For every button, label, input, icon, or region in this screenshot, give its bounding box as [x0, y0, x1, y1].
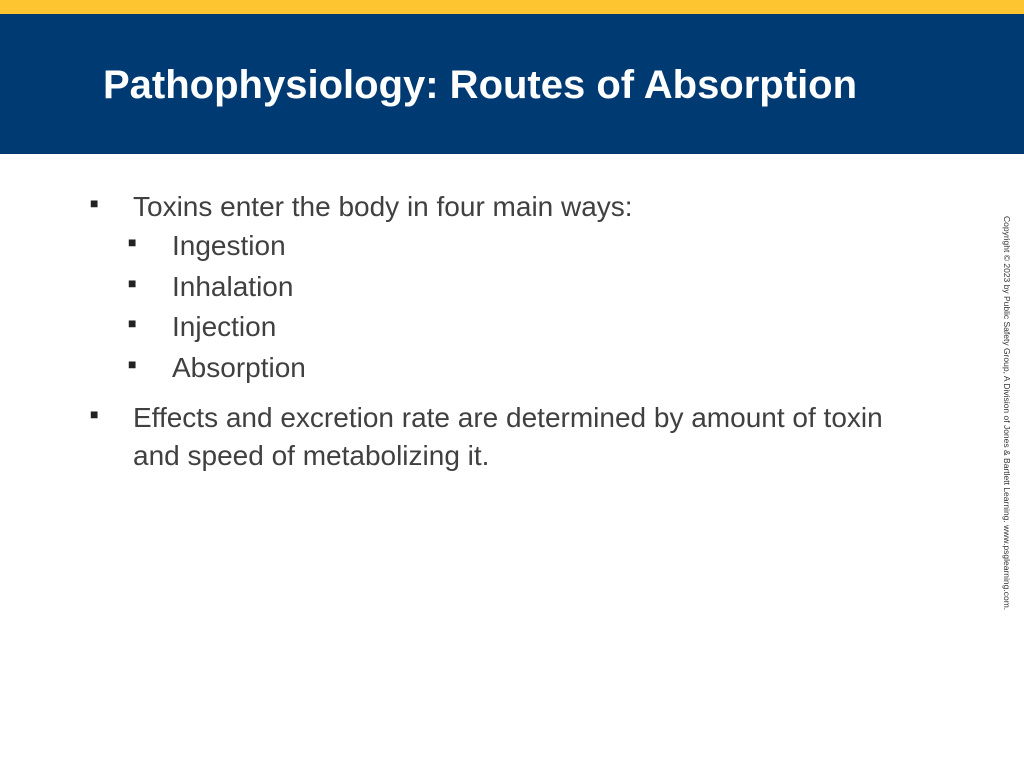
sub-bullet-injection [88, 307, 918, 348]
square-bullet-icon: ■ [128, 234, 137, 250]
accent-bar [0, 0, 1024, 14]
bullet-toxins-entry [88, 188, 918, 226]
copyright-notice: Copyright © 2023 by Public Safety Group, A Division of Jones & Bartlett Learning. www.psglearning.com. [1002, 216, 1012, 611]
square-bullet-icon: ■ [90, 195, 99, 211]
square-bullet-icon: ■ [90, 406, 99, 422]
sub-bullet-ingestion [88, 226, 918, 267]
sub-bullet-text: Injection [172, 311, 277, 342]
bullet-effects-excretion [88, 399, 918, 475]
square-bullet-icon: ■ [128, 274, 137, 291]
routes-sub-list [88, 226, 918, 388]
sub-bullet-text: Absorption [172, 351, 306, 383]
bullet-text: Toxins enter the body in four main ways: [133, 191, 633, 222]
sub-bullet-inhalation [88, 267, 918, 308]
bullet-text: Effects and excretion rate are determined by amount of toxin and speed of metabolizing it. [133, 402, 883, 471]
square-bullet-icon: ■ [128, 315, 137, 331]
sub-bullet-absorption [88, 348, 918, 389]
slide-content [88, 188, 918, 475]
sub-bullet-text: Inhalation [172, 270, 294, 302]
square-bullet-icon: ■ [128, 355, 137, 372]
sub-bullet-text: Ingestion [172, 230, 286, 261]
slide-title: Pathophysiology: Routes of Absorption [103, 63, 858, 107]
